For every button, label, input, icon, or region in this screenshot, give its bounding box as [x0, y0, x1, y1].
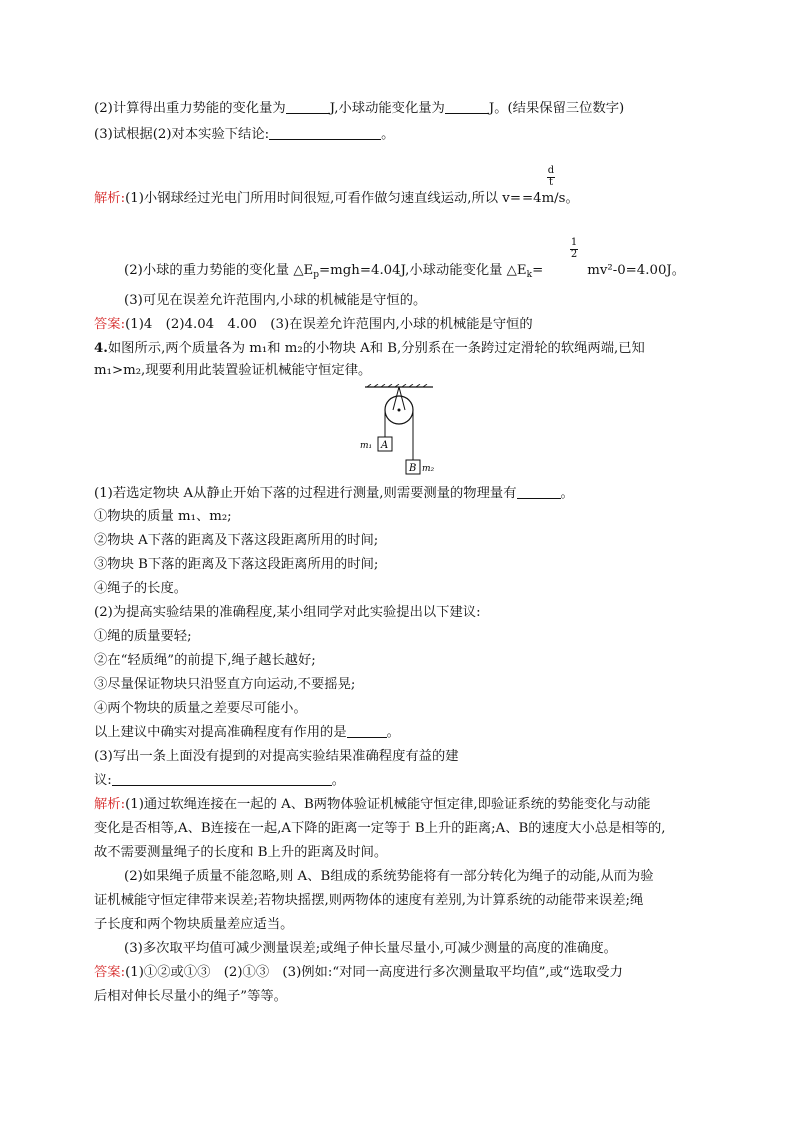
- answer-blank: [347, 724, 387, 738]
- option-2: [94, 532, 378, 550]
- pulley-figure: [355, 384, 445, 478]
- label-m2: m₂: [422, 464, 435, 474]
- label-a: A: [381, 440, 389, 451]
- answer-blank: [517, 485, 561, 499]
- text: (2)计算得出重力势能的变化量为: [94, 101, 286, 116]
- solution-line-3: [124, 292, 426, 310]
- text: 如图所示,两个质量各为 m₁和 m₂的小物块 A和 B,分别系在一条跨过定滑轮的软绳两端,已知: [107, 341, 645, 356]
- text: m₁>m₂,现要利用此装置验证机械能守恒定律。: [94, 363, 372, 378]
- text: 故不需要测量绳子的长度和 B上升的距离及时间。: [94, 845, 388, 860]
- text: (2)小球的重力势能的变化量 △E: [124, 263, 314, 278]
- q4-part1: [94, 485, 574, 503]
- solution2-line-5: [94, 892, 643, 910]
- text: (3)可见在误差允许范围内,小球的机械能是守恒的。: [124, 293, 427, 308]
- label-b: B: [409, 463, 417, 474]
- text: =: [532, 263, 544, 278]
- answer-blank: [112, 772, 332, 786]
- fraction-numerator: d: [547, 165, 555, 176]
- text: 证机械能守恒定律带来误差;若物块摇摆,则两物体的速度有差别,为计算系统的动能带来误差;绳: [94, 893, 644, 908]
- fraction-one-half: [570, 238, 578, 260]
- option-1: [94, 508, 232, 526]
- text: 。: [560, 486, 574, 501]
- fraction-denominator: 2: [570, 249, 578, 260]
- text: 。: [331, 773, 346, 788]
- text: 后相对伸长尽量小的绳子”等等。: [94, 989, 287, 1004]
- text: (2)如果绳子质量不能忽略,则 A、B组成的系统势能将有一部分转化为绳子的动能,从而为验: [124, 869, 654, 884]
- subscript: p: [313, 270, 320, 280]
- subscript: k: [526, 270, 533, 280]
- pulley-axle: [398, 409, 401, 412]
- q4-part2-question: [94, 724, 400, 742]
- solution2-line-3: [94, 844, 387, 862]
- text: 以上建议中确实对提高准确程度有作用的是: [94, 725, 347, 740]
- option-3: [94, 556, 378, 574]
- suggestion-4: [94, 700, 307, 718]
- text: ④绳子的长度。: [94, 581, 188, 596]
- text: (3)多次取平均值可减少测量误差;或绳子伸长量尽量小,可减少测量的高度的准确度。: [124, 941, 617, 956]
- text: J,小球动能变化量为: [329, 101, 445, 116]
- solution-label: 解析:: [94, 797, 126, 812]
- solution2-line-6: [94, 916, 293, 934]
- solution-line-2: [124, 262, 685, 284]
- question-line-3: [94, 126, 394, 144]
- solution2-line-1: [94, 796, 650, 814]
- text: (1)①②或①③ (2)①③ (3)例如:“对同一高度进行多次测量取平均值”,或“选取受力: [125, 965, 623, 980]
- answer-line: [94, 316, 533, 334]
- answer2-line-1: [94, 964, 623, 982]
- text: (3)写出一条上面没有提到的对提高实验结果准确程度有益的建: [94, 749, 459, 764]
- q4-line-2: [94, 362, 371, 380]
- text: =4m/s。: [521, 191, 579, 206]
- q4-part3-line1: [94, 748, 459, 766]
- text: ②物块 A下落的距离及下落这段距离所用的时间;: [94, 533, 379, 548]
- text: =mgh=4.04J,小球动能变化量 △E: [319, 263, 527, 278]
- text: 议:: [94, 773, 112, 788]
- text: ①物块的质量 m₁、m₂;: [94, 509, 232, 524]
- question-line-2: [94, 100, 624, 118]
- text: ①绳的质量要轻;: [94, 629, 192, 644]
- text: (1)若选定物块 A从静止开始下落的过程进行测量,则需要测量的物理量有: [94, 486, 517, 501]
- text: 子长度和两个物块质量差应适当。: [94, 917, 294, 932]
- text: ③尽量保证物块只沿竖直方向运动,不要摇晃;: [94, 677, 356, 692]
- text: 。: [386, 725, 400, 740]
- answer-blank: [269, 126, 381, 140]
- pulley-support: [399, 387, 405, 410]
- suggestion-3: [94, 676, 355, 694]
- text: (1)小钢球经过光电门所用时间很短,可看作做匀速直线运动,所以 v=: [125, 191, 521, 206]
- text: J。(结果保留三位数字): [488, 101, 625, 116]
- solution-label: 解析:: [94, 191, 126, 206]
- text: (2)为提高实验结果的准确程度,某小组同学对此实验提出以下建议:: [94, 605, 481, 620]
- text: 变化是否相等,A、B连接在一起,A下降的距离一定等于 B上升的距离;A、B的速度大小总是相等的,: [94, 821, 666, 836]
- question-number: 4.: [94, 341, 108, 356]
- text: mv²-0=4.00J。: [587, 263, 686, 278]
- option-4: [94, 580, 187, 598]
- answer-label: 答案:: [94, 317, 126, 332]
- text: ②在“轻质绳”的前提下,绳子越长越好;: [94, 653, 316, 668]
- text: 。: [381, 127, 395, 142]
- solution2-line-4: [124, 868, 654, 886]
- solution-line-1: [94, 190, 579, 208]
- text: (3)试根据(2)对本实验下结论:: [94, 127, 270, 142]
- answer-blank: [286, 100, 330, 114]
- suggestion-1: [94, 628, 192, 646]
- answer2-line-2: [94, 988, 287, 1006]
- pulley-support: [393, 387, 399, 410]
- fraction-numerator: 1: [570, 237, 578, 248]
- q4-line-1: [94, 340, 645, 358]
- q4-part3-line2: [94, 772, 345, 790]
- suggestion-2: [94, 652, 316, 670]
- fraction-denominator: t: [548, 177, 554, 188]
- fraction-d-over-t: [547, 166, 555, 188]
- answer-blank: [445, 100, 489, 114]
- text: (1)4 (2)4.04 4.00 (3)在误差允许范围内,小球的机械能是守恒的: [125, 317, 533, 332]
- solution2-line-2: [94, 820, 666, 838]
- solution2-line-7: [124, 940, 617, 958]
- answer-label: 答案:: [94, 965, 126, 980]
- label-m1: m₁: [360, 441, 373, 451]
- q4-part2: [94, 604, 481, 622]
- text: ④两个物块的质量之差要尽可能小。: [94, 701, 307, 716]
- text: ③物块 B下落的距离及下落这段距离所用的时间;: [94, 557, 379, 572]
- text: (1)通过软绳连接在一起的 A、B两物体验证机械能守恒定律,即验证系统的势能变化与动能: [125, 797, 651, 812]
